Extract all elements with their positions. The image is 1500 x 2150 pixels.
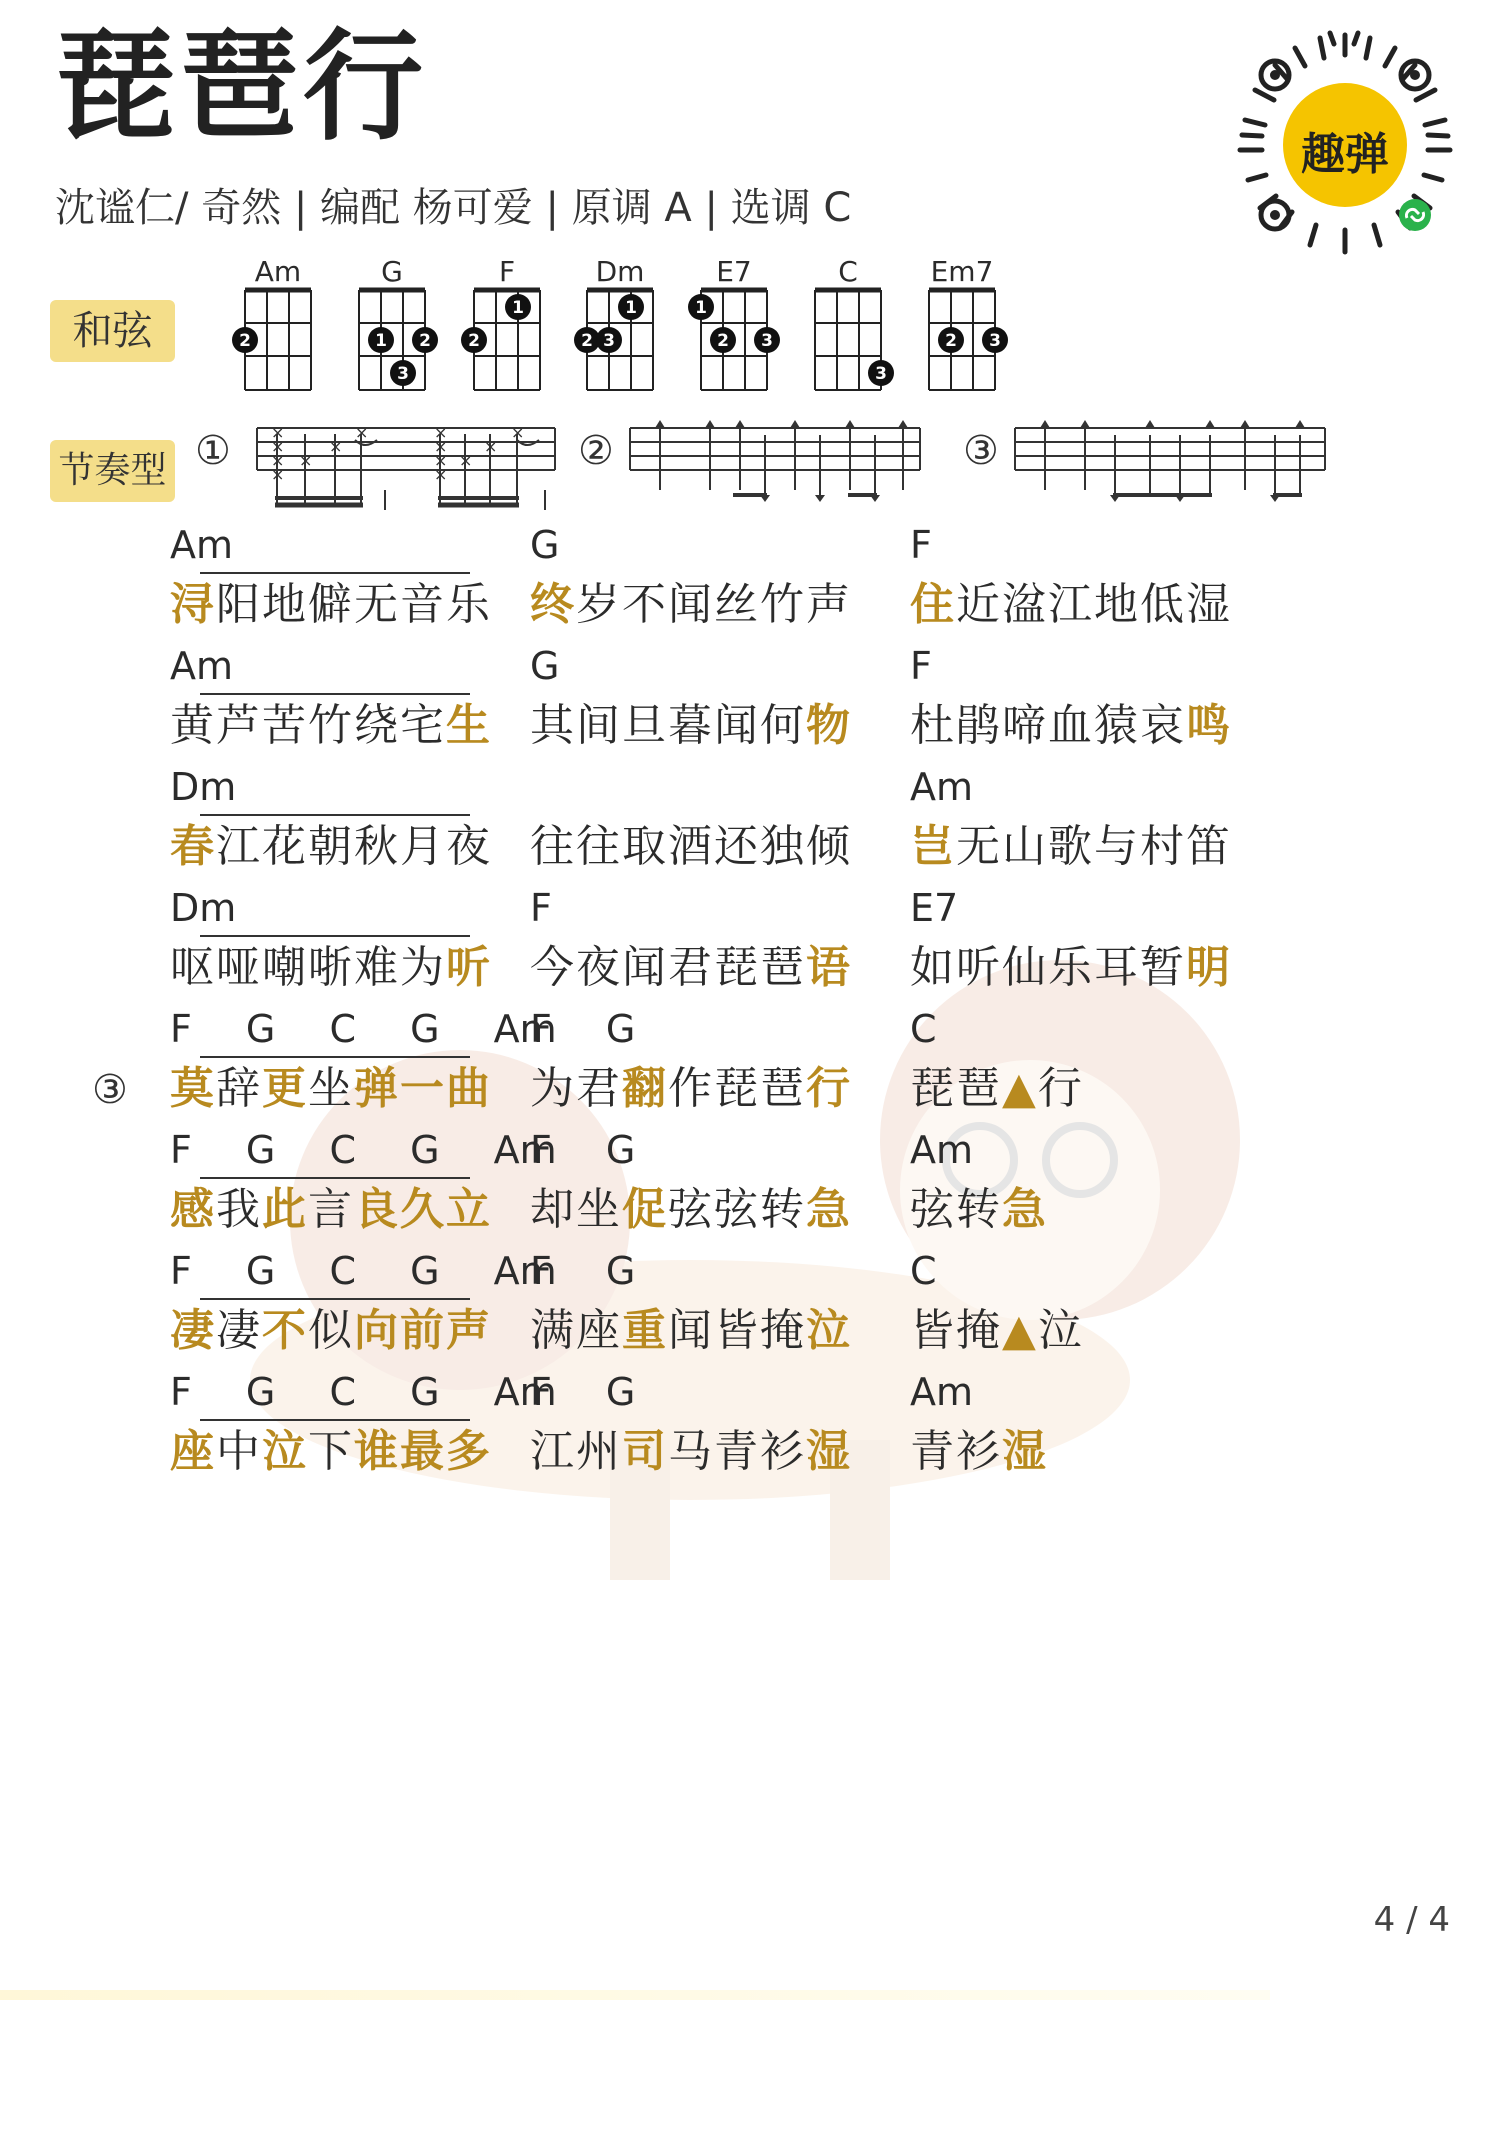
dot-number: 2	[419, 331, 431, 351]
lyric-line	[910, 696, 1232, 756]
svg-text:×: ×	[484, 437, 498, 456]
lyric-text: 青衫	[910, 1426, 1002, 1477]
lyric-emphasis: 终	[530, 579, 576, 630]
dot-number: 3	[761, 331, 773, 351]
lyric-line	[530, 1301, 852, 1361]
lyric-text: 无山歌与村笛	[956, 821, 1232, 872]
chord-name-e7: E7	[716, 255, 752, 288]
lyric-emphasis: 弹一曲	[354, 1063, 492, 1114]
chord-symbol: C	[910, 1007, 937, 1051]
lyric-text: 坐	[308, 1063, 354, 1114]
svg-text:×: ×	[329, 437, 343, 456]
lyric-line	[530, 1059, 852, 1119]
lyric-emphasis: 更	[262, 1063, 308, 1114]
chord-symbol: G	[530, 523, 560, 567]
dot-number: 3	[875, 364, 887, 384]
lyric-text: 琵琶	[910, 1063, 1002, 1114]
lyric-text: 似	[308, 1305, 354, 1356]
lyric-emphasis: 浔	[170, 579, 216, 630]
lyric-text: 言	[308, 1184, 354, 1235]
lyric-emphasis: 感	[170, 1184, 216, 1235]
lyric-text: 满座	[530, 1305, 622, 1356]
lyric-line	[530, 1180, 852, 1240]
lyric-text: 中	[216, 1426, 262, 1477]
chord-symbol: Am	[910, 765, 974, 809]
chord-underline	[200, 935, 470, 937]
chord-name-em7: Em7	[930, 255, 994, 288]
svg-text:×: ×	[434, 465, 448, 484]
lyric-emphasis: ▲	[1002, 1305, 1038, 1356]
lyric-text: 下	[308, 1426, 354, 1477]
lyric-emphasis: 住	[910, 579, 956, 630]
dot-number: 2	[717, 331, 729, 351]
svg-text:×: ×	[271, 451, 285, 470]
lyric-emphasis: 听	[446, 942, 492, 993]
lyric-line	[910, 575, 1232, 635]
chord-symbol: C	[910, 1249, 937, 1293]
chord-symbol: F G	[530, 1128, 636, 1172]
lyric-line	[530, 1422, 852, 1482]
lyric-text: 江花朝秋月夜	[216, 821, 492, 872]
lyric-line	[170, 817, 492, 877]
lyric-text: 闻皆掩	[668, 1305, 806, 1356]
chord-symbol: F G C G Am	[170, 1007, 557, 1051]
lyric-emphasis: 湿	[806, 1426, 852, 1477]
chord-symbol: F G	[530, 1249, 636, 1293]
chord-underline	[200, 693, 470, 695]
lyric-emphasis: 急	[806, 1184, 852, 1235]
chord-symbol: F	[910, 644, 932, 688]
dot-number: 2	[581, 331, 593, 351]
lyric-text: 杜鹃啼血猿哀	[910, 700, 1186, 751]
page-number: 4 / 4	[1373, 1900, 1450, 1940]
lyric-text: 阳地僻无音乐	[216, 579, 492, 630]
lyric-line	[530, 938, 852, 998]
lyric-emphasis: 急	[1002, 1184, 1048, 1235]
lyric-emphasis: 语	[806, 942, 852, 993]
chord-symbol: F G	[530, 1007, 636, 1051]
lyric-line	[170, 1180, 492, 1240]
chord-symbol: Am	[170, 644, 234, 688]
chord-symbol: Am	[910, 1370, 974, 1414]
lyric-line	[170, 938, 492, 998]
svg-text:×: ×	[459, 451, 473, 470]
chord-symbol: F G C G Am	[170, 1128, 557, 1172]
dot-number: 1	[695, 298, 707, 318]
lyric-line	[170, 1059, 492, 1119]
dot-number: 1	[625, 298, 637, 318]
chord-underline	[200, 1177, 470, 1179]
section-mark: ③	[92, 1067, 128, 1113]
svg-text:×: ×	[299, 451, 313, 470]
lyric-text: 泣	[1037, 1305, 1084, 1356]
chord-symbol: Dm	[170, 765, 237, 809]
rhythm-label-3: ③	[963, 428, 999, 474]
chord-grid-graphic	[0, 255, 1100, 405]
chord-symbol: F	[530, 886, 552, 930]
rhythm-notation-graphic	[255, 420, 1335, 530]
dot-number: 1	[375, 331, 387, 351]
chord-symbol: Dm	[170, 886, 237, 930]
svg-text:×: ×	[434, 423, 448, 442]
lyric-emphasis: 泣	[806, 1305, 852, 1356]
chord-underline	[200, 814, 470, 816]
song-title: 琵琶行	[55, 18, 427, 157]
lyric-line	[910, 1301, 1084, 1361]
lyric-emphasis: 明	[1186, 942, 1232, 993]
chord-underline	[200, 1056, 470, 1058]
chord-symbol: Am	[910, 1128, 974, 1172]
dot-number: 2	[468, 331, 480, 351]
dot-number: 3	[397, 364, 409, 384]
lyric-emphasis: 莫	[170, 1063, 216, 1114]
dot-number: 3	[989, 331, 1001, 351]
lyric-emphasis: 凄	[170, 1305, 216, 1356]
lyric-text: 辞	[216, 1063, 262, 1114]
lyric-emphasis: ▲	[1002, 1063, 1038, 1114]
chord-symbol: G	[530, 644, 560, 688]
lyric-emphasis: 向前声	[354, 1305, 492, 1356]
lyric-line	[910, 938, 1232, 998]
lyric-text: 弦弦转	[668, 1184, 806, 1235]
chord-symbol: F G	[530, 1370, 636, 1414]
chord-name-f: F	[498, 255, 516, 288]
lyric-line	[910, 1180, 1048, 1240]
lyric-text: 呕哑嘲哳难为	[170, 942, 446, 993]
lyric-line	[170, 1422, 492, 1482]
chord-name-am: Am	[254, 255, 302, 288]
chord-symbol: F	[910, 523, 932, 567]
lyric-emphasis: 春	[170, 821, 216, 872]
lyric-emphasis: 此	[262, 1184, 308, 1235]
svg-text:×: ×	[434, 437, 448, 456]
lyric-text: 近湓江地低湿	[956, 579, 1232, 630]
lyric-text: 其间旦暮闻何	[530, 700, 806, 751]
lyric-line	[910, 817, 1232, 877]
lyrics-sheet	[0, 520, 1500, 1520]
lyric-line	[170, 1301, 492, 1361]
lyric-line	[530, 575, 852, 635]
svg-text:×: ×	[271, 423, 285, 442]
lyric-emphasis: 司	[622, 1426, 668, 1477]
lyric-text: 马青衫	[668, 1426, 806, 1477]
lyric-line	[170, 575, 492, 635]
lyric-text: 却坐	[530, 1184, 622, 1235]
lyric-emphasis: 泣	[262, 1426, 308, 1477]
dot-number: 2	[239, 331, 251, 351]
chord-symbol: F G C G Am	[170, 1370, 557, 1414]
logo-text: 趣弹	[1301, 129, 1389, 180]
lyric-emphasis: 生	[446, 700, 492, 751]
lyric-emphasis: 翻	[622, 1063, 668, 1114]
dot-number: 1	[512, 298, 524, 318]
lyric-text: 往往取酒还独倾	[530, 821, 852, 872]
lyric-text: 江州	[530, 1426, 622, 1477]
lyric-text: 今夜闻君琵琶	[530, 942, 806, 993]
svg-text:×: ×	[271, 465, 285, 484]
lyric-line	[530, 817, 852, 877]
chord-diagrams	[0, 255, 1100, 405]
lyric-emphasis: 岂	[910, 821, 956, 872]
rhythm-label-2: ②	[578, 428, 614, 474]
chord-underline	[200, 1298, 470, 1300]
chord-name-dm: Dm	[595, 255, 645, 288]
svg-text:×: ×	[511, 423, 525, 442]
lyric-text: 岁不闻丝竹声	[576, 579, 852, 630]
lyric-emphasis: 谁最多	[354, 1426, 492, 1477]
qr-logo[interactable]	[1230, 30, 1460, 260]
lyric-line	[910, 1059, 1084, 1119]
rhythm-tag: 节奏型	[50, 440, 175, 502]
chord-underline	[200, 1419, 470, 1421]
lyric-line	[530, 696, 852, 756]
lyric-rows	[0, 520, 1500, 1520]
chord-name-g: G	[381, 255, 403, 288]
chord-name-c: C	[838, 255, 858, 288]
chord-underline	[200, 572, 470, 574]
lyric-text: 行	[1037, 1063, 1084, 1114]
lyric-text: 皆掩	[910, 1305, 1002, 1356]
lyric-emphasis: 座	[170, 1426, 216, 1477]
dot-number: 2	[945, 331, 957, 351]
rhythm-label-1: ①	[195, 428, 231, 474]
lyric-text: 作琵琶	[668, 1063, 806, 1114]
chord-symbol: Am	[170, 523, 234, 567]
lyric-emphasis: 良久立	[354, 1184, 492, 1235]
svg-text:×: ×	[271, 437, 285, 456]
lyric-emphasis: 行	[806, 1063, 852, 1114]
lyric-emphasis: 湿	[1002, 1426, 1048, 1477]
lyric-emphasis: 重	[622, 1305, 668, 1356]
lyric-text: 我	[216, 1184, 262, 1235]
chord-tag: 和弦	[50, 300, 175, 362]
lyric-line	[170, 696, 492, 756]
lyric-text: 如听仙乐耳暂	[910, 942, 1186, 993]
chord-symbol: E7	[910, 886, 959, 930]
lyric-text: 为君	[530, 1063, 622, 1114]
lyric-line	[910, 1422, 1048, 1482]
lyric-emphasis: 促	[622, 1184, 668, 1235]
song-meta: 沈谧仁/ 奇然 | 编配 杨可爱 | 原调 A | 选调 C	[55, 185, 852, 231]
lyric-emphasis: 物	[806, 700, 852, 751]
lyric-text: 弦转	[910, 1184, 1002, 1235]
lyric-text: 凄	[216, 1305, 262, 1356]
chord-symbol: F G C G Am	[170, 1249, 557, 1293]
dot-number: 3	[603, 331, 615, 351]
lyric-emphasis: 鸣	[1186, 700, 1232, 751]
lyric-emphasis: 不	[262, 1305, 308, 1356]
bottom-banner	[0, 1990, 1270, 2000]
svg-text:×: ×	[355, 423, 369, 442]
lyric-text: 黄芦苦竹绕宅	[170, 700, 446, 751]
svg-text:×: ×	[434, 451, 448, 470]
